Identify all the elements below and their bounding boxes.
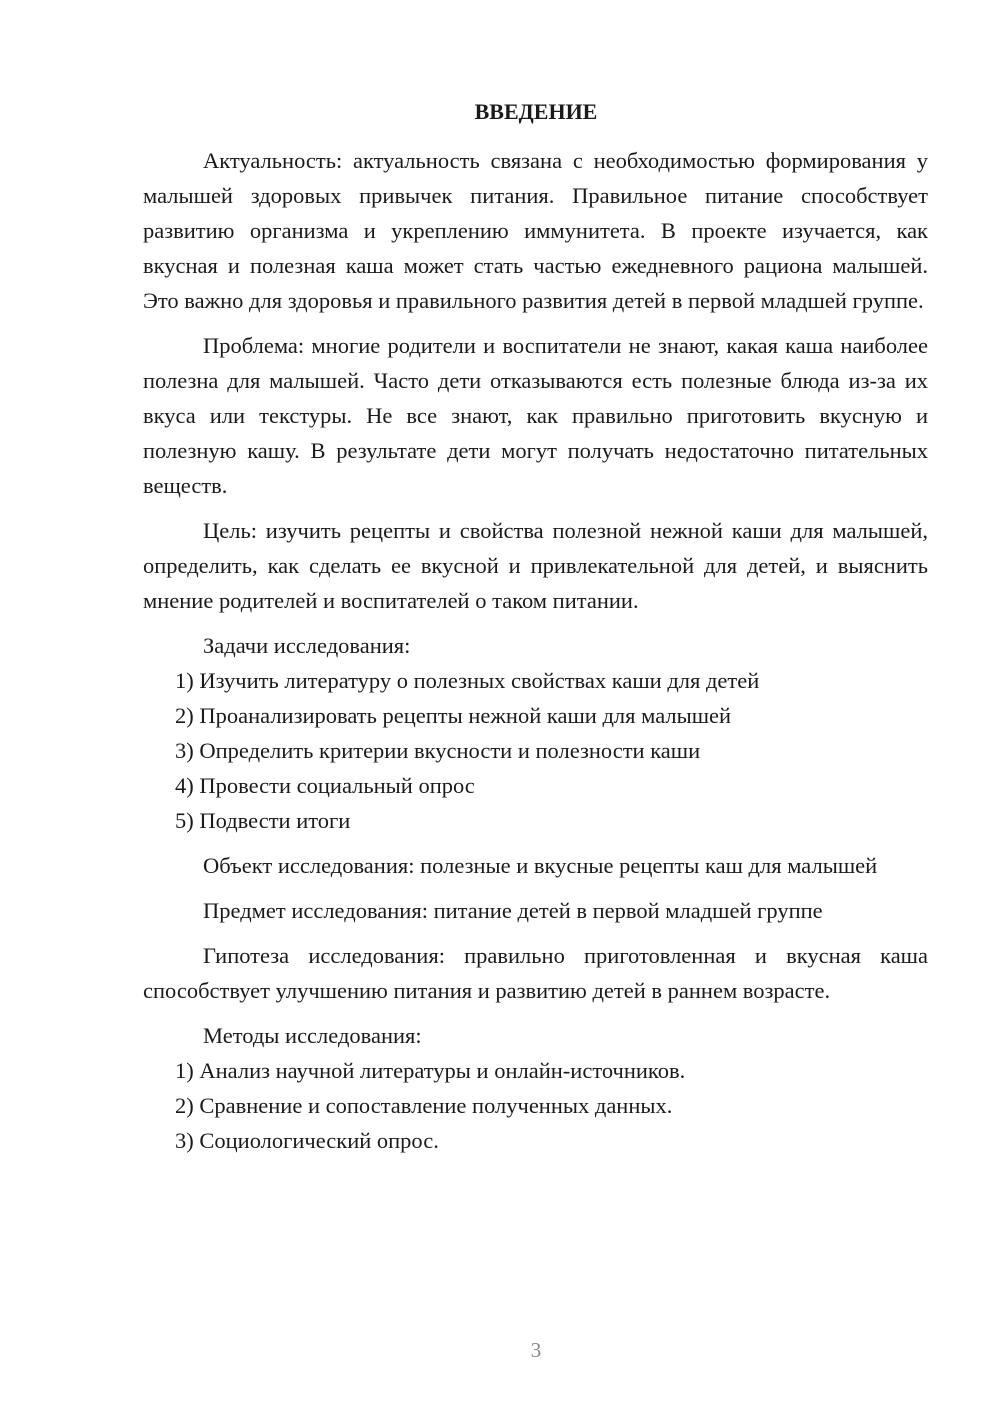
method-item: 2) Сравнение и сопоставление полученных данных.: [175, 1093, 673, 1118]
object-paragraph: Объект исследования: полезные и вкусные рецепты каш для малышей: [203, 853, 878, 878]
tasks-heading: Задачи исследования:: [203, 633, 411, 658]
task-item: 4) Провести социальный опрос: [175, 773, 475, 798]
subject-paragraph: Предмет исследования: питание детей в первой младшей группе: [203, 898, 823, 923]
document-body: [143, 143, 928, 1158]
section-title: ВВЕДЕНИЕ: [474, 99, 598, 124]
methods-heading: Методы исследования:: [203, 1023, 422, 1048]
task-item: 3) Определить критерии вкусности и полезности каши: [175, 738, 701, 763]
method-item: 3) Социологический опрос.: [175, 1128, 439, 1153]
task-item: 5) Подвести итоги: [175, 808, 351, 833]
goal-paragraph: Цель: изучить рецепты и свойства полезной нежной каши для малышей, определить, как сделать ее вкусной и привлекательной для детей, и выяснить мнение родителей и воспитателей о таком питании.: [143, 518, 928, 613]
page-number: 3: [530, 1338, 542, 1362]
relevance-paragraph: Актуальность: актуальность связана с необходимостью формирования у малышей здоровых привычек питания. Правильное питание способствует развитию организма и укреплению иммунитета. В проекте изучается, как вкусная и полезная каша может стать частью ежедневного рациона малышей. Это важно для здоровья и правильного развития детей в первой младшей группе.: [143, 148, 928, 313]
method-item: 1) Анализ научной литературы и онлайн-источников.: [175, 1058, 686, 1083]
hypothesis-paragraph: Гипотеза исследования: правильно приготовленная и вкусная каша способствует улучшению питания и развитию детей в раннем возрасте.: [143, 943, 928, 1003]
problem-paragraph: Проблема: многие родители и воспитатели не знают, какая каша наиболее полезна для малышей. Часто дети отказываются есть полезные блюда из-за их вкуса или текстуры. Не все знают, как правильно приготовить вкусную и полезную кашу. В результате дети могут получать недостаточно питательных веществ.: [143, 333, 928, 498]
task-item: 2) Проанализировать рецепты нежной каши для малышей: [175, 703, 732, 728]
task-item: 1) Изучить литературу о полезных свойствах каши для детей: [175, 668, 760, 693]
